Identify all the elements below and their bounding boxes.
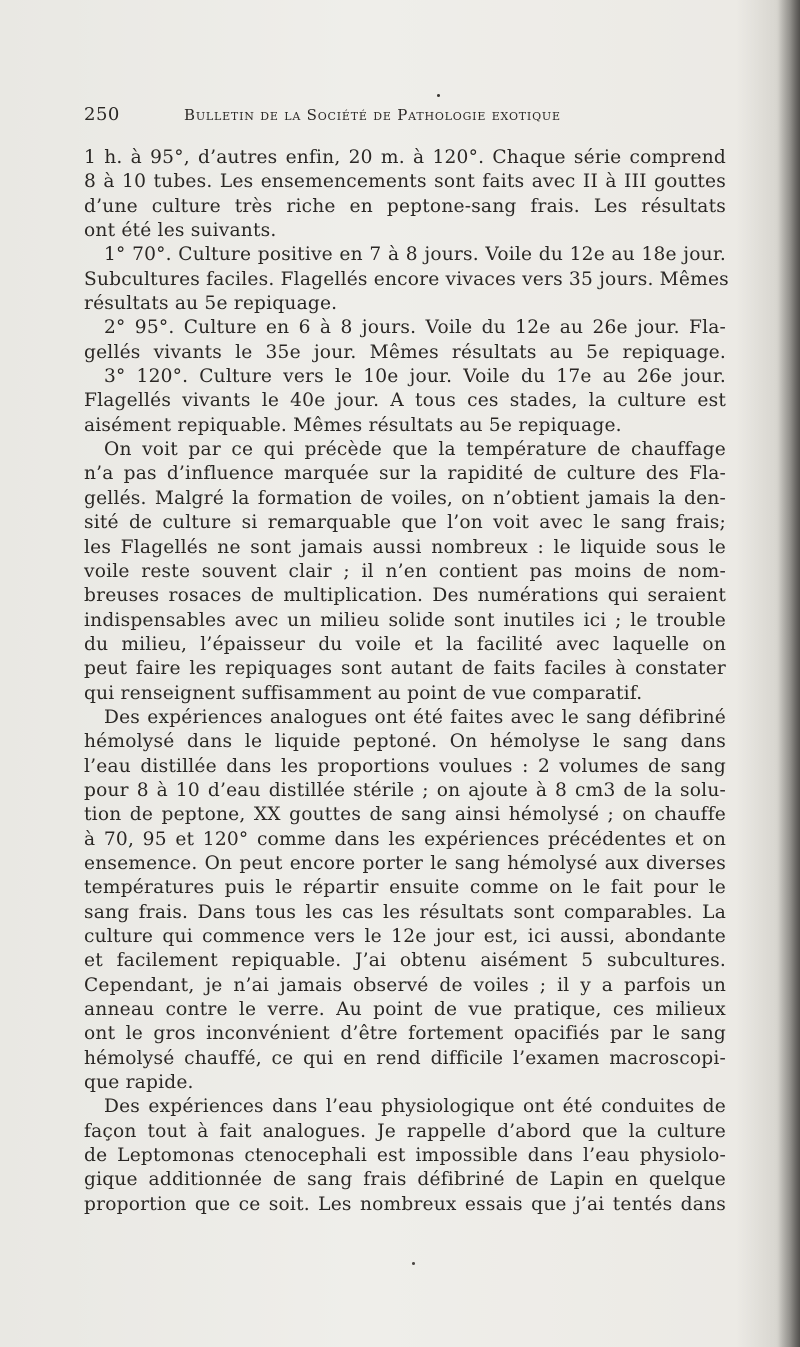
- text-line: à 70, 95 et 120° comme dans les expériences précédentes et on: [84, 828, 726, 850]
- text-line: breuses rosaces de multiplication. Des numérations qui seraient: [84, 585, 726, 607]
- text-line: les Flagellés ne sont jamais aussi nombreux : le liquide sous le: [84, 536, 726, 558]
- text-line: qui renseignent suffisamment au point de vue comparatif.: [84, 682, 643, 704]
- text-line: anneau contre le verre. Au point de vue pratique, ces milieux: [84, 999, 726, 1021]
- text-line: On voit par ce qui précède que la température de chauffage: [104, 439, 726, 461]
- text-line: gique additionnée de sang frais défibriné de Lapin en quelque: [84, 1169, 726, 1191]
- text-line: et facilement repiquable. J’ai obtenu aisément 5 subcultures.: [84, 950, 726, 972]
- text-line: indispensables avec un milieu solide sont inutiles ici ; le trouble: [84, 609, 726, 631]
- text-line: hémolysé chauffé, ce qui en rend difficile l’examen macroscopi-: [84, 1047, 726, 1069]
- page-number: 250: [84, 104, 120, 125]
- text-line: ont le gros inconvénient d’être fortement opacifiés par le sang: [84, 1023, 726, 1045]
- text-line: culture qui commence vers le 12e jour est, ici aussi, abondante: [84, 926, 726, 947]
- text-line: sang frais. Dans tous les cas les résultats sont comparables. La: [84, 901, 726, 923]
- text-line: gellés vivants le 35e jour. Mêmes résultats au 5e repiquage.: [84, 341, 726, 363]
- text-line: Cependant, je n’ai jamais observé de voiles ; il y a parfois un: [84, 974, 726, 996]
- text-line: proportion que ce soit. Les nombreux essais que j’ai tentés dans: [84, 1193, 726, 1215]
- text-line: résultats au 5e repiquage.: [84, 293, 338, 315]
- running-head: Bulletin de la Société de Pathologie exotique: [184, 106, 561, 124]
- text-line: Des expériences dans l’eau physiologique ont été conduites de: [104, 1096, 726, 1118]
- print-speck: [412, 1262, 415, 1265]
- print-speck: [437, 94, 440, 97]
- text-line: hémolysé dans le liquide peptoné. On hémolyse le sang dans: [84, 731, 726, 753]
- text-line: gellés. Malgré la formation de voiles, on n’obtient jamais la den-: [84, 487, 726, 509]
- text-line: de Leptomonas ctenocephali est impossible dans l’eau physiolo-: [84, 1145, 726, 1167]
- text-line: voile reste souvent clair ; il n’en contient pas moins de nom-: [84, 560, 726, 582]
- text-line: températures puis le répartir ensuite comme on le fait pour le: [84, 877, 726, 899]
- text-line: ensemence. On peut encore porter le sang hémolysé aux diverses: [84, 852, 726, 874]
- text-line: 8 à 10 tubes. Les ensemencements sont faits avec II à III gouttes: [84, 171, 726, 193]
- text-line: 2° 95°. Culture en 6 à 8 jours. Voile du 12e au 26e jour. Fla-: [104, 317, 726, 339]
- text-line: que rapide.: [84, 1072, 194, 1094]
- text-line: 3° 120°. Culture vers le 10e jour. Voile du 17e au 26e jour.: [104, 366, 726, 388]
- body-text: [84, 146, 729, 1217]
- text-line: l’eau distillée dans les proportions voulues : 2 volumes de sang: [84, 755, 726, 777]
- text-line: pour 8 à 10 d’eau distillée stérile ; on ajoute à 8 cm3 de la solu-: [84, 779, 726, 801]
- text-line: Subcultures faciles. Flagellés encore vivaces vers 35 jours. Mêmes: [84, 268, 729, 290]
- text-line: façon tout à fait analogues. Je rappelle d’abord que la culture: [84, 1120, 726, 1142]
- page-header: [84, 104, 734, 128]
- text-line: sité de culture si remarquable que l’on voit avec le sang frais;: [84, 512, 726, 534]
- text-line: n’a pas d’influence marquée sur la rapidité de culture des Fla-: [84, 463, 726, 485]
- text-line: tion de peptone, XX gouttes de sang ainsi hémolysé ; on chauffe: [84, 804, 726, 826]
- text-line: 1 h. à 95°, d’autres enfin, 20 m. à 120°. Chaque série comprend: [84, 147, 726, 168]
- text-line: aisément repiquable. Mêmes résultats au 5e repiquage.: [84, 414, 622, 436]
- text-line: peut faire les repiquages sont autant de faits faciles à constater: [84, 658, 726, 680]
- text-line: Flagellés vivants le 40e jour. A tous ces stades, la culture est: [84, 390, 726, 412]
- text-line: 1° 70°. Culture positive en 7 à 8 jours. Voile du 12e au 18e jour.: [104, 244, 726, 266]
- text-line: du milieu, l’épaisseur du voile et la facilité avec laquelle on: [84, 633, 726, 655]
- text-line: Des expériences analogues ont été faites avec le sang défibriné: [104, 706, 726, 728]
- page-edge-shadow: [778, 0, 800, 1347]
- text-line: ont été les suivants.: [84, 220, 277, 242]
- text-line: d’une culture très riche en peptone-sang frais. Les résultats: [84, 195, 726, 217]
